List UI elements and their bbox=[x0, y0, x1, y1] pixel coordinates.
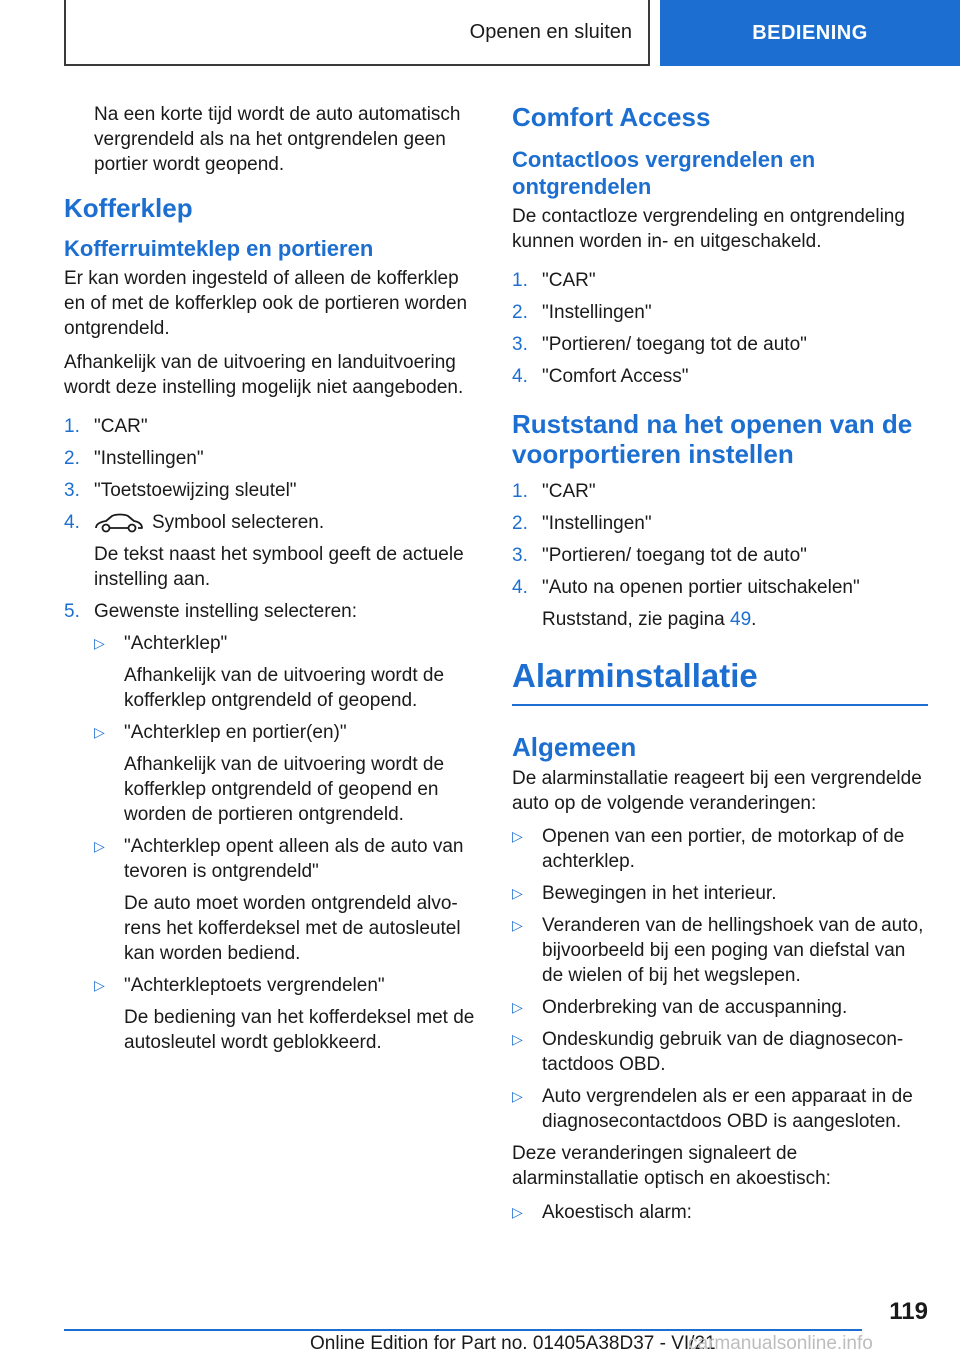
option-label: "Achterkleptoets vergrendelen" bbox=[124, 975, 385, 996]
bullet-text: Auto vergrendelen als er een apparaat in de diagnosecontactdoos OBD is aangesloten. bbox=[542, 1086, 913, 1132]
heading-alarminstallatie: Alarminstallatie bbox=[512, 654, 928, 706]
triangle-bullet-icon: ▷ bbox=[94, 977, 105, 993]
list-number: 2. bbox=[512, 513, 528, 534]
list-item bbox=[512, 364, 928, 389]
ruststand-suffix: . bbox=[751, 609, 757, 630]
option-item bbox=[94, 834, 480, 884]
options-list bbox=[64, 834, 480, 884]
triangle-bullet-icon: ▷ bbox=[512, 999, 523, 1015]
header-section-title: Openen en sluiten bbox=[469, 20, 632, 43]
list-item bbox=[64, 446, 480, 471]
list-number: 2. bbox=[64, 448, 80, 469]
triangle-bullet-icon: ▷ bbox=[512, 1088, 523, 1104]
list-item bbox=[512, 479, 928, 504]
paragraph-kofferklep-2: Afhankelijk van de uitvoering en landuitvoering wordt deze instelling mogelijk niet aangeboden. bbox=[64, 352, 464, 398]
list-number: 3. bbox=[64, 480, 80, 501]
triangle-bullet-icon: ▷ bbox=[94, 724, 105, 740]
left-column bbox=[64, 102, 480, 1062]
step4-note: De tekst naast het symbool geeft de actuele instelling aan. bbox=[94, 544, 464, 590]
list-text: Symbool selecteren. bbox=[152, 512, 325, 533]
triangle-bullet-icon: ▷ bbox=[512, 1204, 523, 1220]
list-text: "Instellingen" bbox=[94, 448, 204, 469]
triangle-bullet-icon: ▷ bbox=[512, 1031, 523, 1047]
car-icon bbox=[94, 512, 144, 534]
subheading-contactloos: Contactloos vergrendelen en ontgrendelen bbox=[512, 147, 816, 199]
footer-watermark: carmanualsonline.info bbox=[688, 1333, 873, 1354]
list-item bbox=[512, 995, 928, 1020]
list-item bbox=[512, 824, 928, 874]
list-text: "CAR" bbox=[542, 481, 596, 502]
list-item bbox=[512, 332, 928, 357]
heading-comfort-access: Comfort Access bbox=[512, 102, 711, 132]
list-item bbox=[512, 300, 928, 325]
triangle-bullet-icon: ▷ bbox=[512, 885, 523, 901]
list-item bbox=[64, 478, 480, 503]
header-chapter-tab[interactable] bbox=[660, 0, 960, 66]
option-item bbox=[94, 973, 480, 998]
ruststand-reference bbox=[512, 607, 928, 632]
paragraph-kofferklep-1: Er kan worden ingesteld of alleen de kofferklep en of met de kofferklep ook de portieren worden ontgrendeld. bbox=[64, 268, 468, 339]
list-number: 4. bbox=[512, 366, 528, 387]
list-text: "Comfort Access" bbox=[542, 366, 689, 387]
heading-algemeen: Algemeen bbox=[512, 732, 637, 762]
list-item bbox=[512, 881, 928, 906]
list-text: "CAR" bbox=[542, 270, 596, 291]
list-text: Gewenste instelling selecteren: bbox=[94, 601, 357, 622]
bullet-text: Openen van een portier, de motorkap of de achterklep. bbox=[542, 826, 905, 872]
option-item bbox=[94, 631, 480, 656]
list-number: 3. bbox=[512, 545, 528, 566]
list-item bbox=[512, 268, 928, 293]
list-text: "Toetstoewijzing sleutel" bbox=[94, 480, 297, 501]
bullet-text: Veranderen van de hellingshoek van de auto, bijvoorbeeld bij een poging van diefstal van de wielen of bij het wegslepen. bbox=[542, 915, 924, 986]
list-item bbox=[512, 511, 928, 536]
header-section-box bbox=[64, 0, 650, 66]
intro-paragraph: Na een korte tijd wordt de auto automatisch vergrendeld als na het ontgrendelen geen portier wordt geopend. bbox=[94, 104, 461, 175]
list-item bbox=[64, 599, 480, 624]
list-item bbox=[512, 543, 928, 568]
options-list bbox=[64, 631, 480, 656]
list-number: 4. bbox=[512, 577, 528, 598]
bullet-text: Bewegingen in het interieur. bbox=[542, 883, 777, 904]
list-item bbox=[512, 1084, 928, 1134]
bullet-text: Onderbreking van de accuspanning. bbox=[542, 997, 848, 1018]
list-text: "CAR" bbox=[94, 416, 148, 437]
option-item bbox=[94, 720, 480, 745]
options-list bbox=[64, 973, 480, 998]
list-item bbox=[512, 913, 928, 988]
list-number: 1. bbox=[512, 481, 528, 502]
list-text: "Auto na openen portier uitschakelen" bbox=[542, 577, 860, 598]
option-label: "Achterklep en portier(en)" bbox=[124, 722, 347, 743]
page-number: 119 bbox=[889, 1298, 928, 1325]
list-text: "Instellingen" bbox=[542, 513, 652, 534]
list-text: "Portieren/ toegang tot de auto" bbox=[542, 545, 807, 566]
right-column bbox=[512, 102, 928, 1232]
list-number: 1. bbox=[512, 270, 528, 291]
bullet-text: Ondeskundig gebruik van de diagnosecon-tactdoos OBD. bbox=[542, 1029, 904, 1075]
list-text: "Portieren/ toegang tot de auto" bbox=[542, 334, 807, 355]
options-list bbox=[64, 720, 480, 745]
list-item bbox=[512, 1027, 928, 1077]
list-item bbox=[512, 575, 928, 600]
option-label: "Achterklep opent alleen als de auto van tevoren is ontgrendeld" bbox=[124, 836, 464, 882]
subheading-kofferruimteklep: Kofferruimteklep en portieren bbox=[64, 236, 374, 261]
list-number: 3. bbox=[512, 334, 528, 355]
triangle-bullet-icon: ▷ bbox=[94, 635, 105, 651]
paragraph-signalering: Deze veranderingen signaleert de alarminstallatie optisch en akoestisch: bbox=[512, 1143, 831, 1189]
list-item bbox=[64, 414, 480, 439]
option-note: Afhankelijk van de uitvoering wordt de kofferklep ontgrendeld of geopend. bbox=[124, 665, 445, 711]
paragraph-algemeen: De alarminstallatie reageert bij een vergrendelde auto op de volgende veranderingen: bbox=[512, 768, 922, 814]
list-number: 4. bbox=[64, 512, 80, 533]
header-chapter-label: BEDIENING bbox=[752, 21, 868, 44]
option-note: Afhankelijk van de uitvoering wordt de kofferklep ontgrendeld of geopend en worden de portieren ontgrendeld. bbox=[124, 754, 445, 825]
page-link[interactable]: 49 bbox=[730, 609, 752, 630]
list-text: "Instellingen" bbox=[542, 302, 652, 323]
footer-edition: Online Edition for Part no. 01405A38D37 - VI/21 bbox=[310, 1333, 716, 1354]
list-number: 1. bbox=[64, 416, 80, 437]
list-number: 2. bbox=[512, 302, 528, 323]
list-number: 5. bbox=[64, 601, 80, 622]
ruststand-prefix: Ruststand, zie pagina bbox=[542, 609, 731, 630]
heading-ruststand: Ruststand na het openen van de voorportieren instellen bbox=[512, 409, 913, 469]
list-text-with-icon bbox=[94, 510, 480, 535]
option-note: De bediening van het kofferdeksel met de autosleutel wordt geblokkeerd. bbox=[124, 1007, 475, 1053]
paragraph-contactloos: De contactloze vergrendeling en ontgrendeling kunnen worden in- en uitgeschakeld. bbox=[512, 206, 905, 252]
triangle-bullet-icon: ▷ bbox=[512, 917, 523, 933]
heading-kofferklep: Kofferklep bbox=[64, 193, 193, 223]
triangle-bullet-icon: ▷ bbox=[512, 828, 523, 844]
list-item bbox=[512, 1200, 928, 1225]
triangle-bullet-icon: ▷ bbox=[94, 838, 105, 854]
option-note: De auto moet worden ontgrendeld alvo-rens het kofferdeksel met de autosleutel kan worden bediend. bbox=[124, 893, 461, 964]
list-item bbox=[64, 510, 480, 535]
footer-divider bbox=[64, 1329, 862, 1331]
option-label: "Achterklep" bbox=[124, 633, 228, 654]
bullet-text: Akoestisch alarm: bbox=[542, 1202, 692, 1223]
